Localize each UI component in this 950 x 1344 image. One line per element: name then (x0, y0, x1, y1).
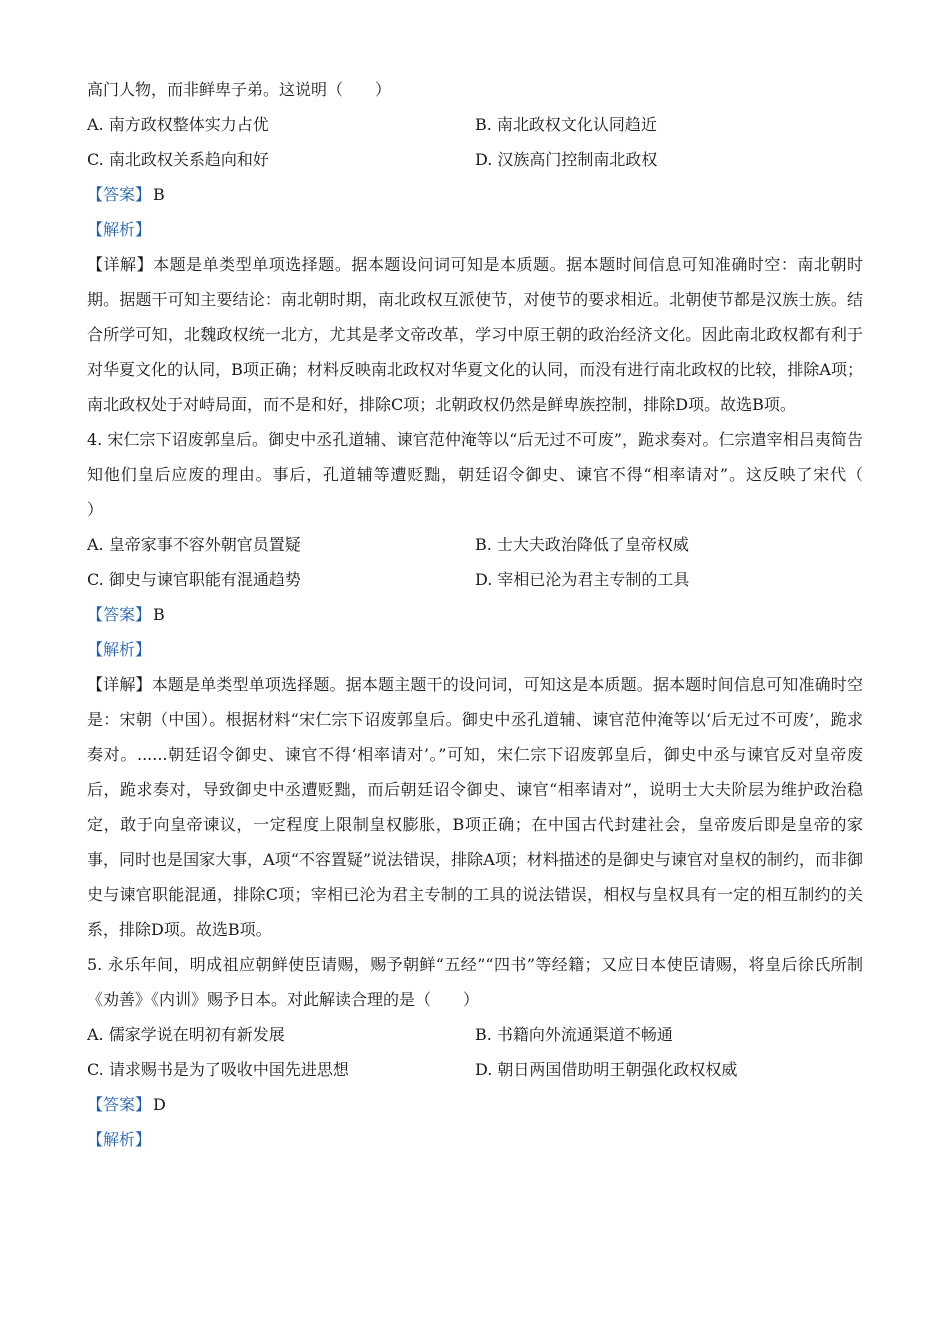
q5-option-c: C. 请求赐书是为了吸收中国先进思想 (87, 1060, 349, 1079)
q3-detail-text: 本题是单类型单项选择题。据本题设问词可知是本质题。据本题时间信息可知准确时空：南北朝时期。据题干可知主要结论：南北朝时期，南北政权互派使节，对使节的要求相近。北朝使节都是汉族士族。结合所学可知，北魏政权统一北方，尤其是孝文帝改革，学习中原王朝的政治经济文化。因此南北政权都有利于对华夏文化的认同，B项正确；材料反映南北政权对华夏文化的认同，而没有进行南北政权的比较，排除A项；南北政权处于对峙局面，而不是和好，排除C项；北朝政权仍然是鲜卑族控制，排除D项。故选B项。 (87, 255, 863, 414)
answer-tag: 【答案】 (87, 185, 152, 204)
q3-analysis-line (87, 212, 863, 247)
q5-options-row-1 (87, 1017, 863, 1052)
q4-option-a: A. 皇帝家事不容外朝官员置疑 (87, 535, 301, 554)
q3-option-a: A. 南方政权整体实力占优 (87, 115, 269, 134)
document-page (87, 72, 896, 1157)
analysis-tag: 【解析】 (87, 1130, 152, 1149)
detail-tag: 【详解】 (87, 255, 154, 274)
q3-detail (87, 247, 863, 422)
q3-option-b: B. 南北政权文化认同趋近 (475, 115, 657, 134)
analysis-tag: 【解析】 (87, 220, 152, 239)
q3-option-c: C. 南北政权关系趋向和好 (87, 150, 269, 169)
analysis-tag: 【解析】 (87, 640, 152, 659)
q4-option-b: B. 士大夫政治降低了皇帝权威 (475, 535, 689, 554)
q4-options-row-2 (87, 562, 863, 597)
q4-option-d: D. 宰相已沦为君主专制的工具 (475, 570, 690, 589)
q5-stem: 5. 永乐年间，明成祖应朝鲜使臣请赐，赐予朝鲜“五经”“四书”等经籍；又应日本使臣请赐，将皇后徐氏所制《劝善》《内训》赐予日本。对此解读合理的是（ ） (87, 955, 863, 1009)
q5-option-b: B. 书籍向外流通渠道不畅通 (475, 1025, 673, 1044)
q4-answer: B (153, 605, 165, 624)
q5-option-d: D. 朝日两国借助明王朝强化政权权威 (475, 1060, 738, 1079)
answer-tag: 【答案】 (87, 1095, 152, 1114)
q5-option-a: A. 儒家学说在明初有新发展 (87, 1025, 285, 1044)
q5-answer: D (153, 1095, 166, 1114)
q4-stem: 4. 宋仁宗下诏废郭皇后。御史中丞孔道辅、谏官范仲淹等以“后无过不可废”，跪求奏对。仁宗遣宰相吕夷简告知他们皇后应废的理由。事后，孔道辅等遭贬黜，朝廷诏令御史、谏官不得“相率请对”。这反映了宋代（ ） (87, 430, 896, 519)
q3-stem-tail: 高门人物，而非鲜卑子弟。这说明（ ） (87, 80, 392, 99)
q5-analysis-line (87, 1122, 863, 1157)
q3-answer: B (153, 185, 165, 204)
q3-options-row-1 (87, 107, 863, 142)
q3-answer-line (87, 177, 863, 212)
q3-option-d: D. 汉族高门控制南北政权 (475, 150, 658, 169)
q3-options-row-2 (87, 142, 863, 177)
detail-tag: 【详解】 (87, 675, 152, 694)
q4-detail-text: 本题是单类型单项选择题。据本题主题干的设问词，可知这是本质题。据本题时间信息可知准确时空是：宋朝（中国）。根据材料“宋仁宗下诏废郭皇后。御史中丞孔道辅、谏官范仲淹等以‘后无过不可废’，跪求奏对。......朝廷诏令御史、谏官不得‘相率请对’。”可知，宋仁宗下诏废郭皇后，御史中丞与谏官反对皇帝废后，跪求奏对，导致御史中丞遭贬黜，而后朝廷诏令御史、谏官“相率请对”，说明士大夫阶层为维护政治稳定，敢于向皇帝谏议，一定程度上限制皇权膨胀，B项正确；在中国古代封建社会，皇帝废后即是皇帝的家事，同时也是国家大事，A项“不容置疑”说法错误，排除A项；材料描述的是御史与谏官对皇权的制约，而非御史与谏官职能混通，排除C项；宰相已沦为君主专制的工具的说法错误，相权与皇权具有一定的相互制约的关系，排除D项。故选B项。 (87, 675, 863, 939)
q4-answer-line (87, 597, 863, 632)
q5-answer-line (87, 1087, 863, 1122)
q5-options-row-2 (87, 1052, 863, 1087)
q4-analysis-line (87, 632, 863, 667)
q4-detail (87, 667, 863, 947)
answer-tag: 【答案】 (87, 605, 152, 624)
q4-options-row-1 (87, 527, 863, 562)
q4-option-c: C. 御史与谏官职能有混通趋势 (87, 570, 301, 589)
